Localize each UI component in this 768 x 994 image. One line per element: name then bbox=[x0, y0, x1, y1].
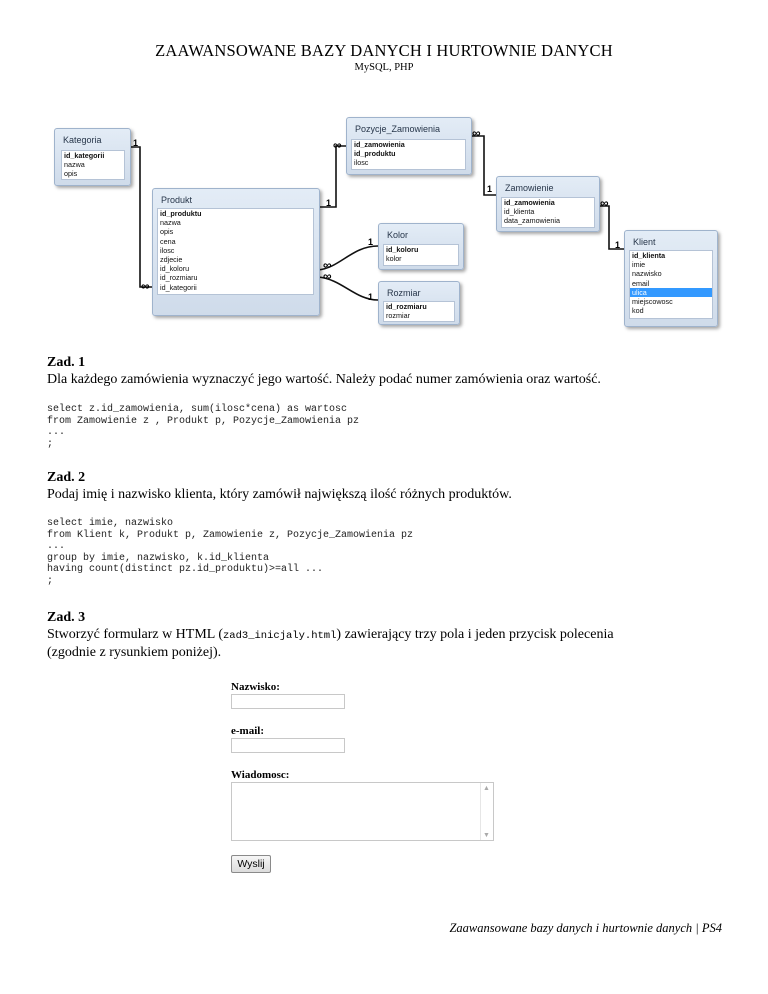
table-kolor bbox=[378, 223, 464, 270]
page-number: PS4 bbox=[701, 921, 722, 935]
filename: zad3_inicjaly.html bbox=[222, 630, 337, 642]
field: id_produktu bbox=[160, 209, 202, 218]
table-title: Kolor bbox=[387, 230, 409, 240]
field-list bbox=[501, 197, 595, 228]
task-text bbox=[47, 627, 614, 643]
field: ilosc bbox=[354, 158, 369, 168]
nazwisko-input[interactable] bbox=[231, 694, 345, 709]
cardinality-many: ∞ bbox=[600, 196, 609, 210]
document-subtitle: MySQL, PHP bbox=[354, 62, 414, 73]
task-heading: Zad. 1 bbox=[47, 355, 86, 370]
table-rozmiar bbox=[378, 281, 460, 325]
field-list bbox=[61, 150, 125, 180]
field: kolor bbox=[386, 254, 402, 264]
field-list bbox=[351, 139, 466, 170]
textarea-scrollbar[interactable] bbox=[480, 783, 493, 840]
table-pozycje-zamowienia bbox=[346, 117, 472, 175]
cardinality-one: 1 bbox=[326, 198, 332, 208]
field: kod bbox=[632, 306, 644, 316]
text-part: ) zawierający trzy pola i jeden przycisk polecenia bbox=[336, 627, 614, 642]
email-input[interactable] bbox=[231, 738, 345, 753]
field: nazwa bbox=[64, 160, 85, 170]
email-label: e-mail: bbox=[231, 725, 264, 737]
task-heading: Zad. 2 bbox=[47, 470, 86, 485]
wiadomosc-textarea[interactable] bbox=[231, 782, 494, 841]
table-title: Pozycje_Zamowienia bbox=[355, 124, 441, 134]
task-heading: Zad. 3 bbox=[47, 610, 86, 625]
code-block: select z.id_zamowienia, sum(ilosc*cena) as wartosc from Zamowienie z , Produkt p, Pozycje_Zamowienia pz ... ; bbox=[47, 404, 360, 450]
field: data_zamowienia bbox=[504, 216, 560, 226]
cardinality-many: ∞ bbox=[141, 279, 150, 293]
field: zdjecie bbox=[160, 255, 183, 265]
field: opis bbox=[64, 169, 78, 179]
field: id_zamowienia bbox=[354, 140, 405, 149]
scroll-down-icon[interactable]: ▼ bbox=[483, 831, 490, 839]
table-title: Rozmiar bbox=[387, 288, 421, 298]
task-text-line2: (zgodnie z rysunkiem poniżej). bbox=[47, 645, 222, 660]
field: id_zamowienia bbox=[504, 198, 555, 207]
page-footer bbox=[449, 921, 722, 936]
field: nazwa bbox=[160, 218, 181, 228]
table-title: Klient bbox=[633, 237, 656, 247]
cardinality-many: ∞ bbox=[323, 269, 332, 283]
footer-text: Zaawansowane bazy danych i hurtownie danych bbox=[449, 921, 693, 935]
nazwisko-label: Nazwisko: bbox=[231, 681, 280, 693]
cardinality-one: 1 bbox=[487, 184, 493, 194]
field-list bbox=[383, 244, 459, 266]
document-title: ZAAWANSOWANE BAZY DANYCH I HURTOWNIE DANYCH bbox=[155, 41, 613, 60]
table-klient bbox=[624, 230, 718, 327]
cardinality-many: ∞ bbox=[323, 258, 332, 272]
field: id_koloru bbox=[160, 264, 190, 274]
field: imie bbox=[632, 260, 646, 270]
task-text: Podaj imię i nazwisko klienta, który zamówił największą ilość różnych produktów. bbox=[47, 487, 512, 502]
field-selected[interactable]: ulica bbox=[630, 288, 712, 297]
cardinality-many: ∞ bbox=[472, 126, 481, 140]
field: id_rozmiaru bbox=[160, 273, 198, 283]
field: cena bbox=[160, 236, 176, 246]
table-title: Zamowienie bbox=[505, 183, 554, 193]
field: nazwisko bbox=[632, 269, 662, 279]
field: ilosc bbox=[160, 245, 175, 255]
field: opis bbox=[160, 227, 174, 237]
code-block: select imie, nazwisko from Klient k, Produkt p, Zamowienie z, Pozycje_Zamowienia pz ... group by imie, nazwisko, k.id_klienta having count(distinct pz.id_produktu)>=all ... ; bbox=[47, 518, 414, 587]
footer-separator: | bbox=[695, 921, 699, 935]
field-list bbox=[157, 208, 314, 295]
er-diagram bbox=[0, 0, 768, 340]
scroll-up-icon[interactable]: ▲ bbox=[483, 784, 490, 792]
field: id_rozmiaru bbox=[386, 302, 427, 311]
cardinality-many: ∞ bbox=[333, 138, 342, 152]
task-text: Dla każdego zamówienia wyznaczyć jego wartość. Należy podać numer zamówienia oraz wartość. bbox=[47, 372, 601, 387]
field: email bbox=[632, 278, 650, 288]
field: id_kategorii bbox=[64, 151, 105, 160]
cardinality-one: 1 bbox=[368, 292, 374, 302]
cardinality-one: 1 bbox=[368, 237, 374, 247]
field: id_koloru bbox=[386, 245, 419, 254]
field: miejscowosc bbox=[632, 297, 673, 307]
field: id_klienta bbox=[632, 251, 666, 260]
field: id_kategorii bbox=[160, 282, 197, 292]
text-part: Stworzyć formularz w HTML ( bbox=[47, 627, 223, 642]
field: rozmiar bbox=[386, 311, 410, 321]
wiadomosc-label: Wiadomosc: bbox=[231, 769, 290, 781]
field-list bbox=[629, 250, 713, 319]
cardinality-one: 1 bbox=[615, 240, 621, 250]
table-title: Produkt bbox=[161, 195, 193, 205]
field: id_produktu bbox=[354, 149, 396, 159]
table-zamowienie bbox=[496, 176, 600, 232]
submit-button[interactable]: Wyslij bbox=[231, 855, 271, 873]
cardinality-one: 1 bbox=[133, 138, 139, 148]
field-list bbox=[383, 301, 455, 322]
table-title: Kategoria bbox=[63, 135, 102, 145]
table-kategoria bbox=[54, 128, 131, 186]
field: id_klienta bbox=[504, 207, 535, 217]
table-produkt bbox=[152, 188, 320, 316]
